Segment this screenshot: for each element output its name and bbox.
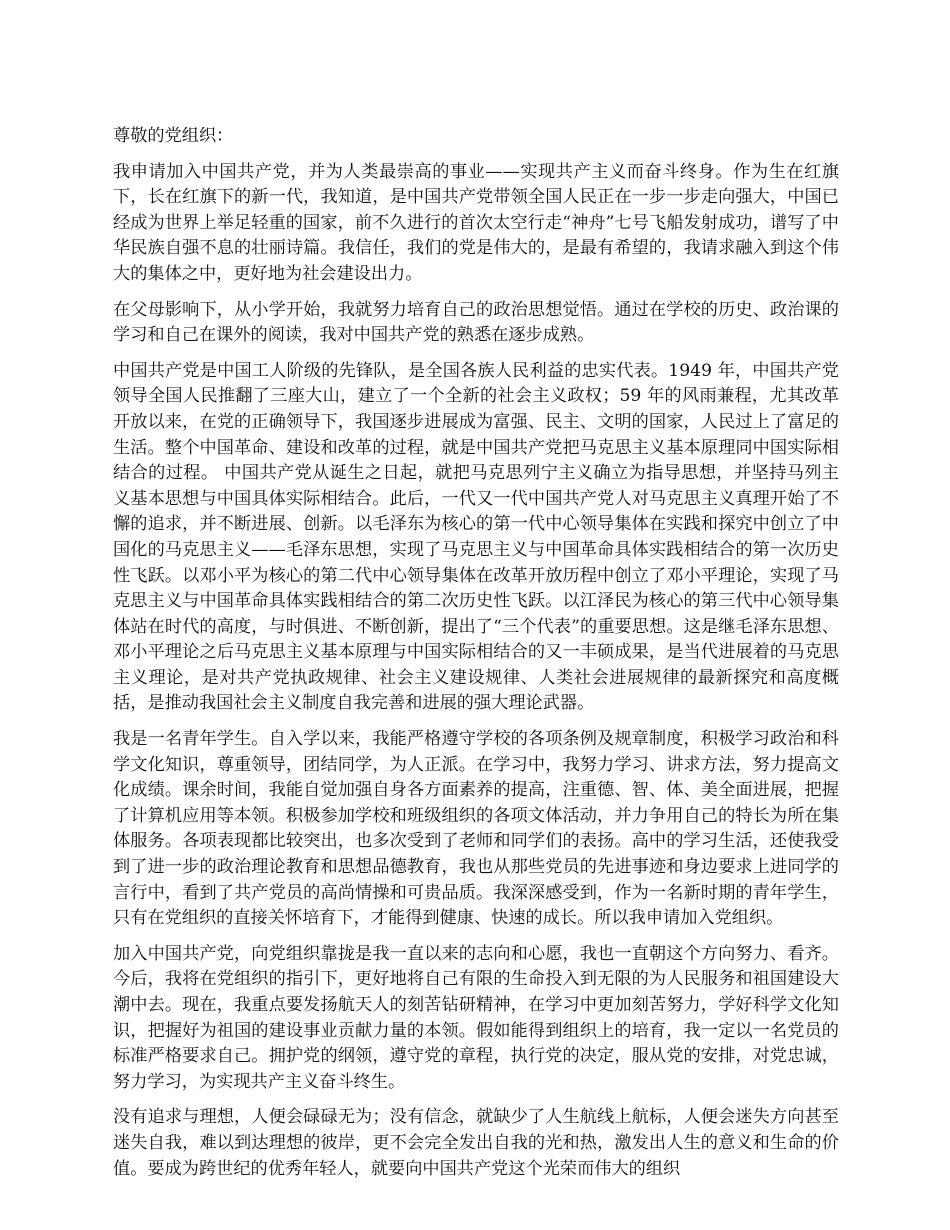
salutation: 尊敬的党组织： [113,126,234,146]
paragraph-6: 没有追求与理想，人便会碌碌无为；没有信念，就缺少了人生航线上航标，人便会迷失方向甚至迷失自我，难以到达理想的彼岸，更不会完全发出自我的光和热，激发出人生的意义和生命的价值。要成为跨世纪的优秀年轻人，就要向中国共产党这个光荣而伟大的组织 [113,1107,839,1179]
paragraph-1: 我申请加入中国共产党，并为人类最崇高的事业——实现共产主义而奋斗终身。作为生在红旗下，长在红旗下的新一代，我知道，是中国共产党带领全国人民正在一步一步走向强大，中国已经成为世界上举足轻重的国家，前不久进行的首次太空行走“神舟”七号飞船发射成功，谱写了中华民族自强不息的壮丽诗篇。我信任，我们的党是伟大的，是最有希望的，我请求融入到这个伟大的集体之中，更好地为社会建设出力。 [113,161,839,284]
paragraph-2: 在父母影响下，从小学开始，我就努力培育自己的政治思想觉悟。通过在学校的历史、政治课的学习和自己在课外的阅读，我对中国共产党的熟悉在逐步成熟。 [113,299,839,346]
paragraph-5: 加入中国共产党，向党组织靠拢是我一直以来的志向和心愿，我也一直朝这个方向努力、看齐。今后，我将在党组织的指引下，更好地将自己有限的生命投入到无限的为人民服务和祖国建设大潮中去。现在，我重点要发扬航天人的刻苦钻研精神，在学习中更加刻苦努力，学好科学文化知识，把握好为祖国的建设事业贡献力量的本领。假如能得到组织上的培育，我一定以一名党员的标准严格要求自己。拥护党的纲领，遵守党的章程，执行党的决定，服从党的安排，对党忠诚，努力学习，为实现共产主义奋斗终生。 [113,943,839,1092]
paragraph-4: 我是一名青年学生。自入学以来，我能严格遵守学校的各项条例及规章制度，积极学习政治和科学文化知识，尊重领导，团结同学，为人正派。在学习中，我努力学习、讲求方法，努力提高文化成绩。课余时间，我能自觉加强自身各方面素养的提高，注重德、智、体、美全面进展，把握了计算机应用等本领。积极参加学校和班级组织的各项文体活动，并力争用自己的特长为所在集体服务。各项表现都比较突出，也多次受到了老师和同学们的表扬。高中的学习生活，还使我受到了进一步的政治理论教育和思想品德教育，我也从那些党员的先进事迹和身边要求上进同学的言行中，看到了共产党员的高尚情操和可贵品质。我深深感受到，作为一名新时期的青年学生，只有在党组织的直接关怀培育下，才能得到健康、快速的成长。所以我申请加入党组织。 [113,729,839,929]
application-letter [113,124,839,1192]
paragraph-3: 中国共产党是中国工人阶级的先锋队，是全国各族人民利益的忠实代表。1949 年，中国共产党领导全国人民推翻了三座大山，建立了一个全新的社会主义政权；59 年的风雨兼程，尤其改革开放以来，在党的正确领导下，我国逐步进展成为富强、民主、文明的国家，人民过上了富足的生活。整个中国革命、建设和改革的过程，就是中国共产党把马克思主义基本原理同中国实际相结合的过程。 中国共产党从诞生之日起，就把马克思列宁主义确立为指导思想，并坚持马列主义基本思想与中国具体实际相结合。此后，一代又一代中国共产党人对马克思主义真理开始了不懈的追求，并不断进展、创新。以毛泽东为核心的第一代中心领导集体在实践和探究中创立了中国化的马克思主义——毛泽东思想，实现了马克思主义与中国革命具体实践相结合的第一次历史性飞跃。以邓小平为核心的第二代中心领导集体在改革开放历程中创立了邓小平理论，实现了马克思主义与中国革命具体实践相结合的第二次历史性飞跃。以江泽民为核心的第三代中心领导集体站在时代的高度，与时俱进、不断创新，提出了“三个代表”的重要思想。这是继毛泽东思想、邓小平理论之后马克思主义基本原理与中国实际相结合的又一丰硕成果，是当代进展着的马克思主义理论，是对共产党执政规律、社会主义建设规律、人类社会进展规律的最新探究和高度概括，是推动我国社会主义制度自我完善和进展的强大理论武器。 [113,360,839,714]
